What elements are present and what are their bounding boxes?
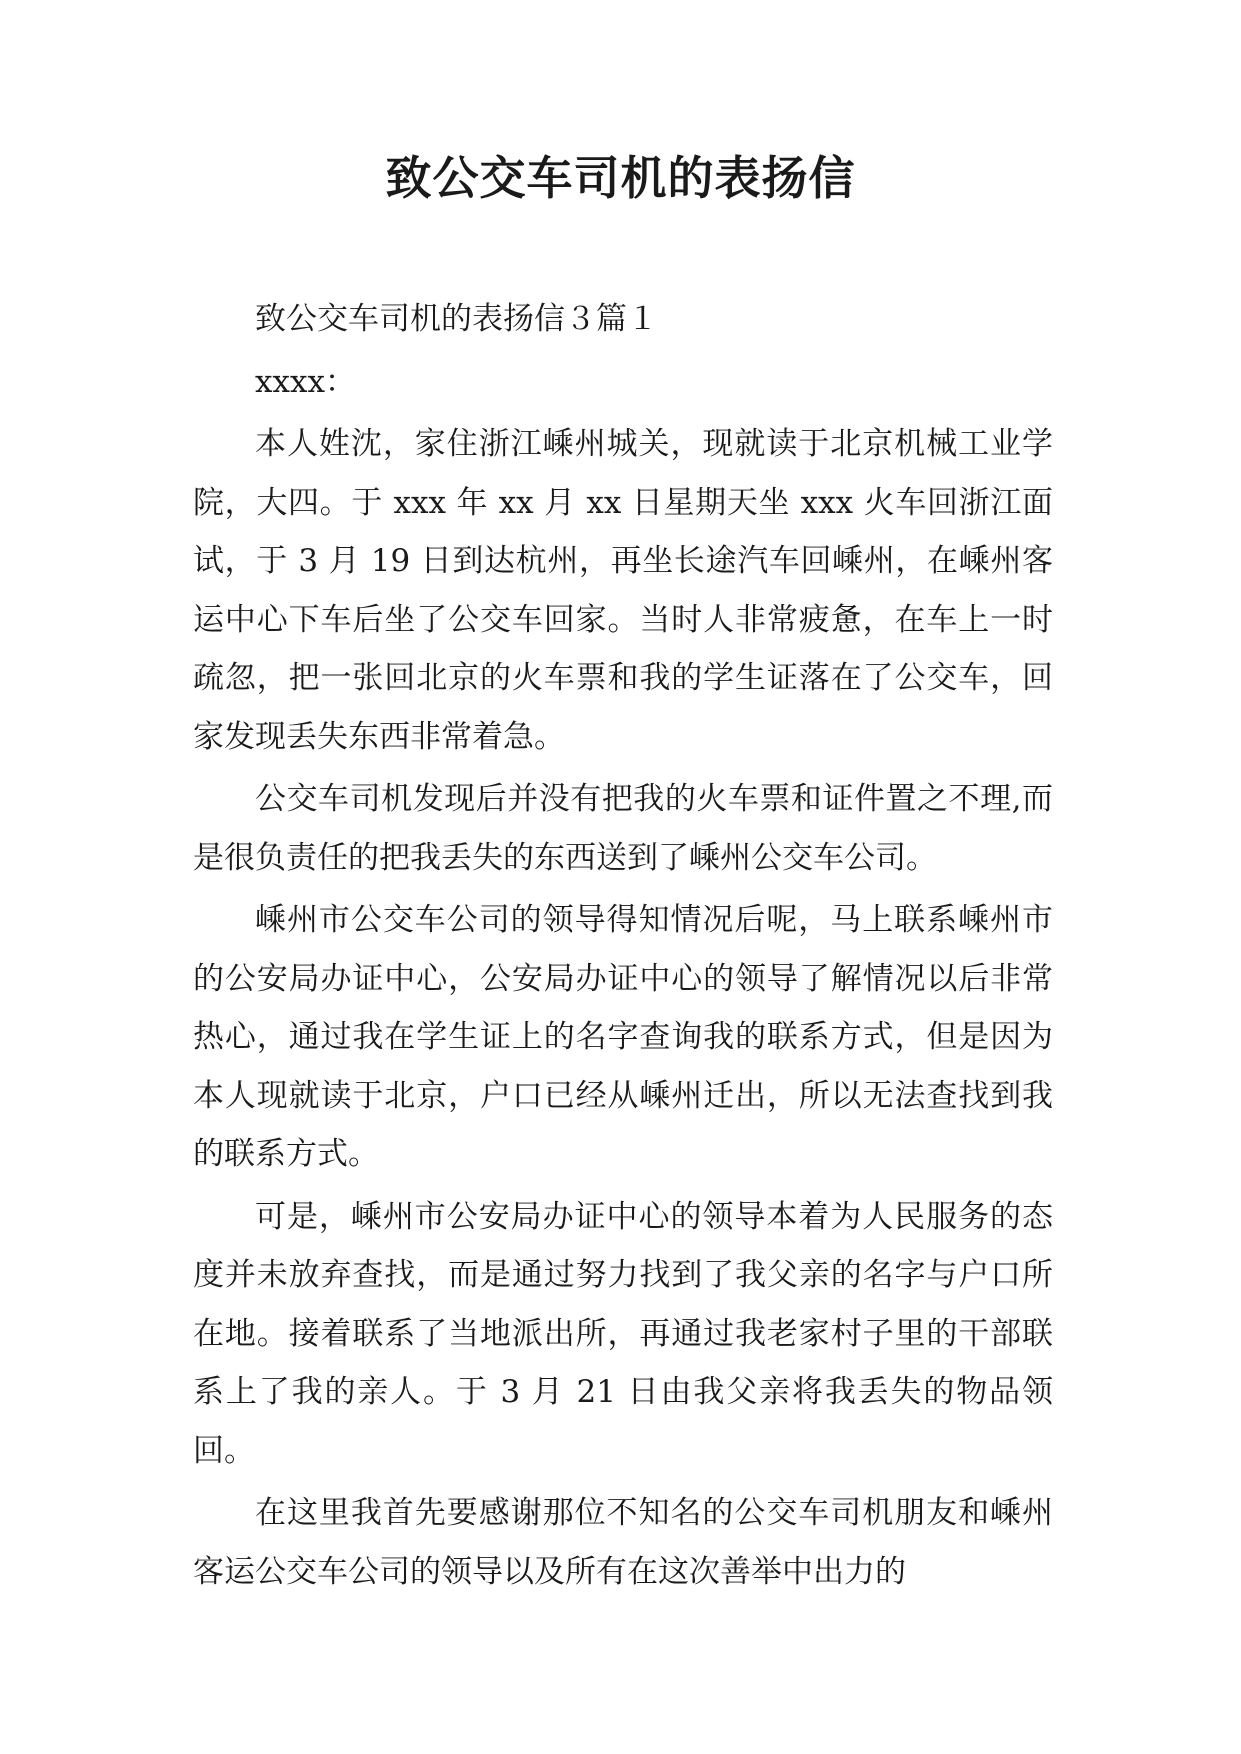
letter-salutation: xxxx：	[255, 363, 356, 400]
document-title: 致公交车司机的表扬信	[385, 151, 856, 205]
paragraph-5: 在这里我首先要感谢那位不知名的公交车司机朋友和嵊州客运公交车公司的领导以及所有在这次善举中出力的	[193, 1495, 1053, 1590]
paragraph-4: 可是，嵊州市公安局办证中心的领导本着为人民服务的态度并未放弃查找，而是通过努力找到了我父亲的名字与户口所在地。接着联系了当地派出所，再通过我老家村子里的干部联系上了我的亲人。于 3 月 21 日由我父亲将我丢失的物品领回。	[193, 1198, 1053, 1469]
document-body	[193, 290, 1053, 1605]
paragraph-1: 本人姓沈，家住浙江嵊州城关，现就读于北京机械工业学院，大四。于 xxx 年 xx 月 xx 日星期天坐 xxx 火车回浙江面试，于 3 月 19 日到达杭州，再坐长途汽车回嵊州，在嵊州客运中心下车后坐了公交车回家。当时人非常疲惫，在车上一时疏忽，把一张回北京的火车票和我的学生证落在了公交车，回家发现丢失东西非常着急。	[193, 426, 1053, 755]
letter-subheading: 致公交车司机的表扬信３篇１	[255, 301, 658, 337]
paragraph-3: 嵊州市公交车公司的领导得知情况后呢，马上联系嵊州市的公安局办证中心，公安局办证中心的领导了解情况以后非常热心，通过我在学生证上的名字查询我的联系方式，但是因为本人现就读于北京，户口已经从嵊州迁出，所以无法查找到我的联系方式。	[193, 902, 1053, 1172]
paragraph-2: 公交车司机发现后并没有把我的火车票和证件置之不理,而是很负责任的把我丢失的东西送到了嵊州公交车公司。	[193, 781, 1053, 876]
